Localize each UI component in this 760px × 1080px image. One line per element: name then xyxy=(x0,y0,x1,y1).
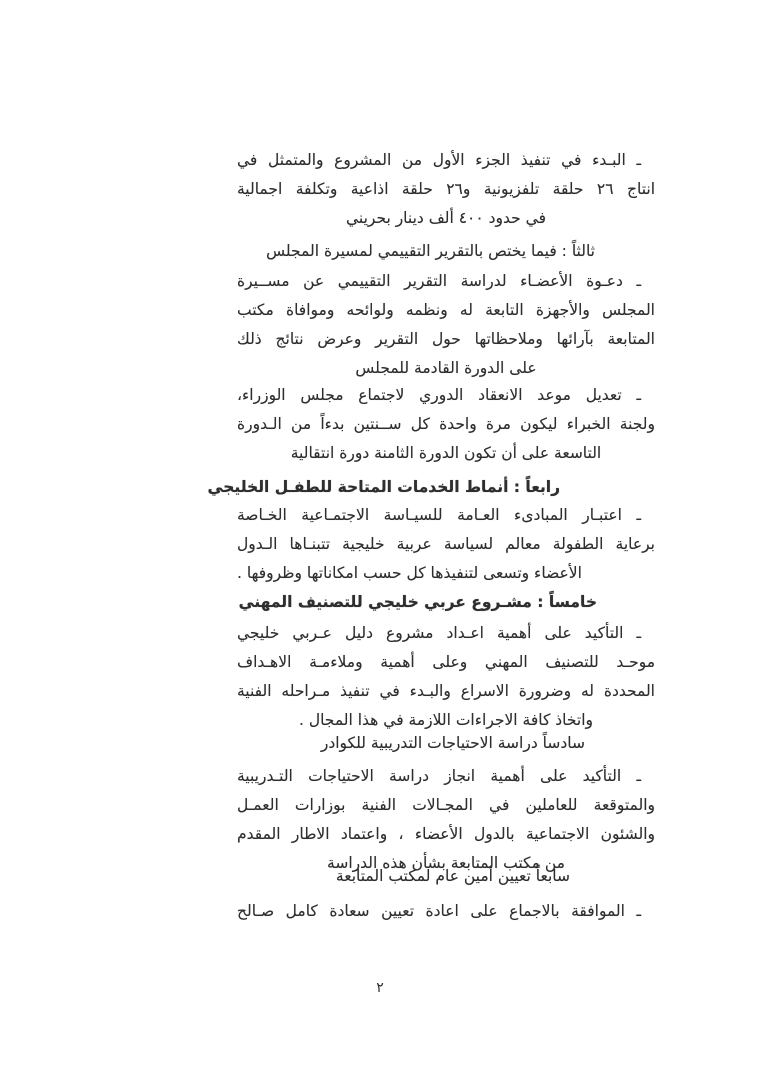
text-line: التاسعة على أن تكون الدورة الثامنة دورة انتقالية xyxy=(290,444,602,462)
paragraph-project-launch xyxy=(237,146,655,233)
text-column xyxy=(207,0,656,1080)
text-line: ـ التأكيد على أهمية انجاز دراسة الاحتياجات التـدريبية xyxy=(237,767,641,785)
page-number: ٢ xyxy=(376,980,384,996)
text-line: المتابعة بآرائها وملاحظاتها حول التقرير وعرض نتائج ذلك xyxy=(237,330,655,348)
text-line: ـ البـدء في تنفيذ الجزء الأول من المشروع والمتمثل في xyxy=(237,151,641,169)
text-line: على الدورة القادمة للمجلس xyxy=(355,359,537,377)
section-heading-third: ثالثاً : فيما يختص بالتقرير التقييمي لمسيرة المجلس xyxy=(266,242,595,260)
paragraph-childhood-policy xyxy=(237,501,655,588)
text-line: ـ اعتبـار المبادىء العـامة للسيـاسة الاجتمـاعية الخـاصة xyxy=(237,506,641,524)
text-line: موحـد للتصنيف المهني وعلى أهمية وملاءمـة الاهـداف xyxy=(237,653,655,671)
text-line: ـ تعديل موعد الانعقاد الدوري لاجتماع مجلس الوزراء، xyxy=(237,386,641,404)
paragraph-classification-guide xyxy=(237,619,655,735)
text-line: والشئون الاجتماعية بالدول الأعضاء ، واعتماد الاطار المقدم xyxy=(237,825,655,843)
text-line: الأعضاء وتسعى لتنفيذها كل حسب امكاناتها وظروفها . xyxy=(237,564,582,582)
text-line: ـ دعـوة الأعضـاء لدراسة التقرير التقييمي عن مســيرة xyxy=(237,272,641,290)
text-line: ـ الموافقة بالاجماع على اعادة تعيين سعادة كامل صـالح xyxy=(237,902,641,920)
section-heading-fourth: رابعاً : أنماط الخدمات المتاحة للطفـل الخليجي xyxy=(207,478,560,496)
text-line: انتاج ٢٦ حلقة تلفزيونية و٢٦ حلقة اذاعية وتكلفة اجمالية xyxy=(237,180,656,198)
section-heading-fifth: خامساً : مشـروع عربي خليجي للتصنيف المهني xyxy=(238,593,597,611)
text-line: والمتوقعة للعاملين في المجـالات الفنية بوزارات العمـل xyxy=(237,796,655,814)
text-line: ولجنة الخبراء ليكون مرة واحدة كل ســنتين بدءاً من الـدورة xyxy=(237,415,655,433)
text-line: المجلس والأجهزة التابعة له ونظمه ولوائحه وموافاة مكتب xyxy=(237,301,655,319)
text-line: واتخاذ كافة الاجراءات اللازمة في هذا المجال . xyxy=(298,711,594,729)
text-line: من مكتب المتابعة بشأن هذه الدراسة xyxy=(327,854,565,872)
paragraph-training-needs xyxy=(237,762,655,878)
text-line: المحددة له وضرورة الاسراع والبـدء في تنفيذ مـراحله الفنية xyxy=(237,682,655,700)
paragraph-meeting-schedule xyxy=(237,381,655,468)
section-heading-sixth: سادساً دراسة الاحتياجات التدريبية للكوادر xyxy=(320,734,585,752)
paragraph-reappointment xyxy=(237,897,655,926)
text-line: برعاية الطفولة معالم لسياسة عربية خليجية تتبنـاها الـدول xyxy=(237,535,655,553)
text-line: ـ التأكيد على أهمية اعـداد مشروع دليل عـربي خليجي xyxy=(237,624,641,642)
paragraph-evaluation-report xyxy=(237,267,655,383)
text-line: في حدود ٤٠٠ ألف دينار بحريني xyxy=(345,209,547,227)
section-heading-seventh: سابعاً تعيين أمين عام لمكتب المتابعة xyxy=(335,867,570,885)
